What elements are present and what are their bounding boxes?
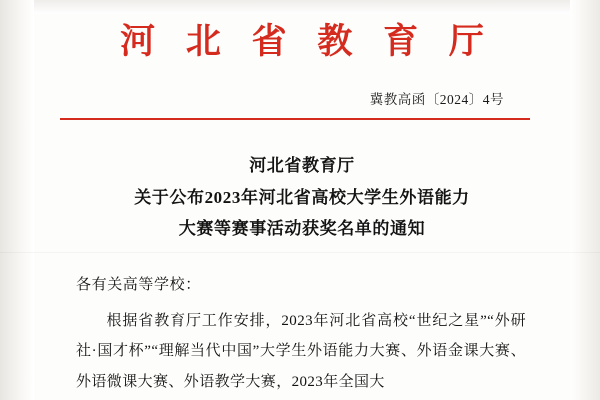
document-number: 冀教高函〔2024〕4号 [369, 92, 504, 108]
document-content [34, 0, 570, 400]
body-paragraph-text: 根据省教育厅工作安排，2023年河北省高校“世纪之星”“外研社·国才杯”“理解当代中国”大学生外语能力大赛、外语金课大赛、外语微课大赛、外语教学大赛，2023年全国大 [76, 312, 526, 391]
issuing-authority-banner: 河 北 省 教 育 厅 [120, 22, 495, 61]
body-paragraph [34, 306, 570, 398]
document-title-line-2: 关于公布2023年河北省高校大学生外语能力 [134, 187, 470, 207]
document-title [34, 150, 570, 244]
document-title-line-3: 大赛等赛事活动获奖名单的通知 [178, 219, 426, 239]
page-fold-line [0, 252, 600, 253]
salutation-line: 各有关高等学校： [76, 276, 201, 293]
page-edge-right-shading [570, 0, 600, 400]
page-edge-left-shading [0, 0, 34, 400]
document-title-line-1: 河北省教育厅 [249, 156, 355, 176]
document-header [34, 22, 570, 62]
red-separator-rule [60, 118, 530, 120]
